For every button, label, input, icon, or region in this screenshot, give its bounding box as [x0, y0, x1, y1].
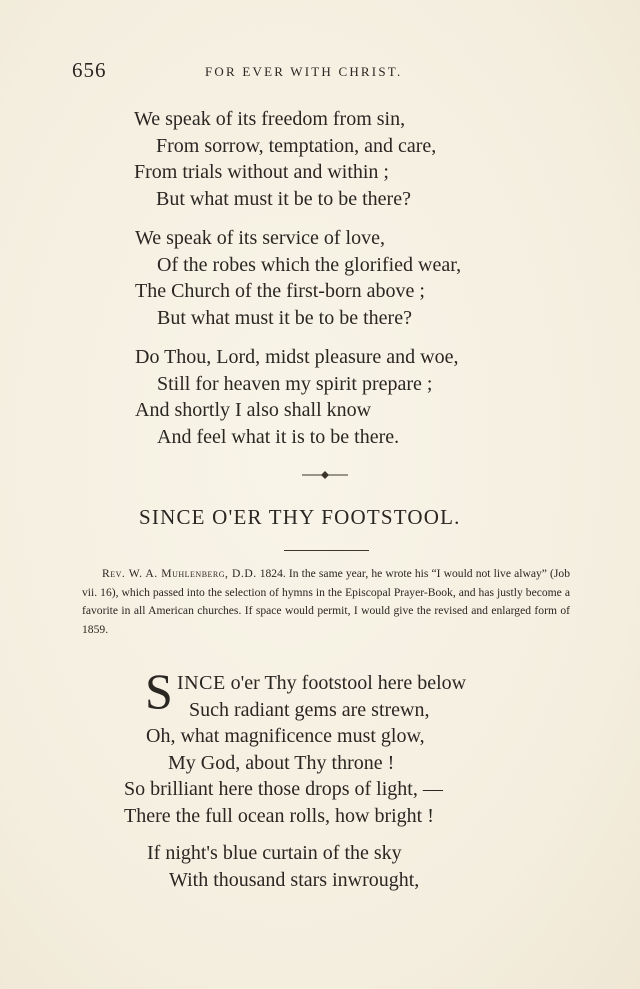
poem-line: If night's blue curtain of the sky: [147, 842, 402, 864]
poem-line: And feel what it is to be there.: [157, 425, 400, 448]
poem-line: My God, about Thy throne !: [168, 751, 395, 774]
poem-line: We speak of its freedom from sin,: [134, 108, 406, 130]
poem-line: Still for heaven my spirit prepare ;: [157, 372, 433, 395]
note-text: 1824. In the same year, he wrote his “I would not live alway” (Job vii. 16), which passed into the selection of hymns in the Episcopal Prayer-Book, and has justly become a favorite in all American churches. If space would permit, I would give the revised and enlarged form of 1859.: [82, 567, 570, 636]
poem-line: Such radiant gems are strewn,: [189, 698, 430, 721]
poem-line: Do Thou, Lord, midst pleasure and woe,: [135, 346, 459, 368]
poem-line: There the full ocean rolls, how bright !: [124, 804, 434, 827]
stanza-2: [135, 225, 461, 331]
poem-line: From trials without and within ;: [134, 161, 389, 183]
poem-line: But what must it be to be there?: [157, 306, 412, 329]
note-author: Rev. W. A. Muhlenberg, D.D.: [102, 567, 257, 580]
hymn-stanza-1: [124, 670, 466, 829]
hymn-note: [82, 565, 570, 639]
drop-cap: S: [145, 663, 173, 719]
poem-line: But what must it be to be there?: [156, 187, 411, 210]
poem-line: [124, 670, 466, 697]
stanza-3: [135, 344, 458, 450]
title-rule: [284, 550, 369, 551]
first-word-caps: INCE: [177, 672, 226, 694]
hymn-stanza-2: [147, 840, 419, 893]
poem-line: We speak of its service of love,: [135, 227, 385, 249]
poem-line: The Church of the first-born above ;: [135, 280, 425, 302]
poem-line: With thousand stars inwrought,: [169, 868, 420, 891]
first-line-rest: o'er Thy footstool here below: [225, 672, 467, 694]
poem-line: Oh, what magnificence must glow,: [146, 725, 425, 747]
poem-line: So brilliant here those drops of light, —: [124, 778, 443, 800]
ornament-divider: [300, 468, 350, 482]
poem-line: And shortly I also shall know: [135, 399, 372, 421]
poem-line: Of the robes which the glorified wear,: [157, 253, 462, 276]
poem-line: From sorrow, temptation, and care,: [156, 134, 437, 157]
page-number: 656: [72, 58, 107, 82]
running-title: FOR EVER WITH CHRIST.: [205, 64, 403, 79]
hymn-title: SINCE O'ER THY FOOTSTOOL.: [139, 505, 461, 529]
stanza-1: [134, 106, 436, 212]
